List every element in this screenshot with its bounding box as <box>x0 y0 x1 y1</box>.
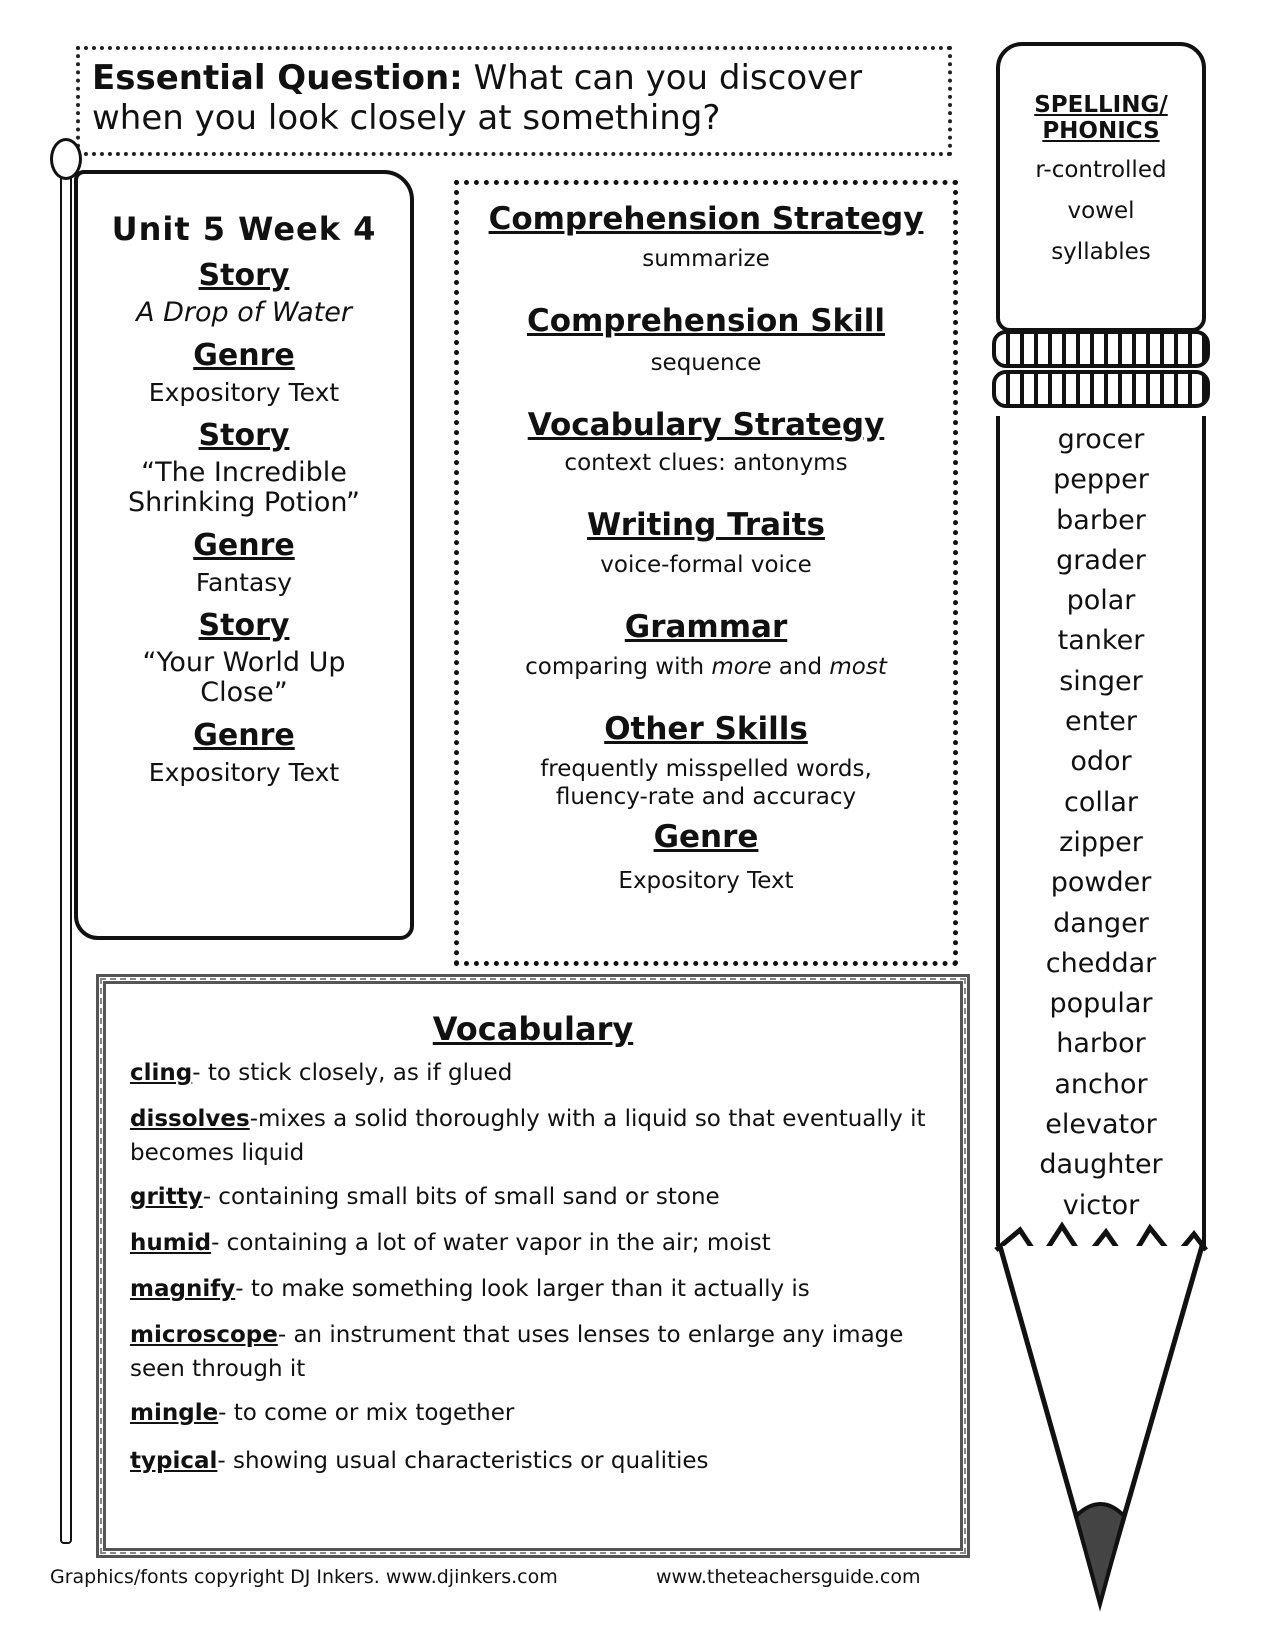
story-heading: Story <box>198 418 290 453</box>
story-genre: Fantasy <box>195 568 293 597</box>
vocab-word: mingle <box>130 1400 219 1426</box>
vocabulary-title: Vocabulary <box>432 1010 634 1048</box>
story-heading: Story <box>198 258 290 293</box>
spelling-word: elevator <box>1045 1109 1157 1141</box>
spelling-pattern: r-controlled <box>1035 157 1167 183</box>
spelling-word: pepper <box>1053 464 1149 496</box>
vocab-definition: - to come or mix together <box>218 1400 515 1426</box>
story-title: A Drop of Water <box>136 297 352 328</box>
spelling-word: grader <box>1056 544 1146 576</box>
pencil-ferrule-band <box>992 330 1210 368</box>
essential-question-text: What can you discover when you look closely at something? <box>92 58 863 138</box>
spelling-word: powder <box>1050 867 1152 899</box>
vocab-entry <box>130 1318 930 1386</box>
story-title: “Your World Up Close” <box>142 647 346 708</box>
spelling-word: daughter <box>1039 1149 1163 1181</box>
vocab-word: magnify <box>130 1276 236 1302</box>
vocab-word: dissolves <box>130 1106 250 1132</box>
spelling-heading <box>1000 92 1202 144</box>
vocab-entry <box>130 1102 930 1170</box>
spelling-word: enter <box>1064 706 1138 738</box>
genre-heading: Genre <box>653 819 759 855</box>
spelling-word-list <box>996 416 1206 1246</box>
spelling-heading-line2: PHONICS <box>1042 118 1160 144</box>
spelling-word: collar <box>1063 786 1138 818</box>
vocab-entry <box>130 1056 930 1090</box>
essential-question-label: Essential Question: <box>92 58 463 98</box>
grammar-value-more: more <box>711 654 772 680</box>
vocabulary-strategy-value: context clues: antonyms <box>564 450 848 476</box>
pencil-ferrule-band <box>992 370 1210 408</box>
genre-heading: Genre <box>193 718 295 753</box>
grammar-value-text: comparing with <box>525 654 712 680</box>
vocab-entry <box>130 1180 930 1214</box>
vocab-word: cling <box>130 1060 193 1086</box>
story-title: “The Incredible Shrinking Potion” <box>127 457 360 518</box>
other-skills-value: frequently misspelled words, fluency-rate and accuracy <box>540 756 872 810</box>
vocab-word: microscope <box>130 1322 278 1348</box>
grammar-value-and: and <box>771 654 830 680</box>
vocab-definition: - to make something look larger than it actually is <box>235 1276 810 1302</box>
vocab-definition: - an instrument that uses lenses to enlarge any image seen through it <box>130 1322 904 1382</box>
spelling-word: cheddar <box>1045 947 1157 979</box>
vocab-definition: - containing small bits of small sand or stone <box>202 1184 720 1210</box>
writing-traits-heading: Writing Traits <box>587 507 825 543</box>
spelling-pattern: syllables <box>1051 239 1151 265</box>
vocab-word: humid <box>130 1230 212 1256</box>
vocabulary-box <box>96 974 970 1558</box>
vocab-entry <box>130 1226 930 1260</box>
vocab-entry <box>130 1396 930 1430</box>
spelling-word: victor <box>1062 1189 1140 1221</box>
vocabulary-strategy-heading: Vocabulary Strategy <box>527 407 885 443</box>
genre-heading: Genre <box>193 338 295 373</box>
comprehension-strategy-heading: Comprehension Strategy <box>488 201 924 237</box>
spelling-word: tanker <box>1057 625 1145 657</box>
skills-box <box>454 180 958 966</box>
footer-copyright: Graphics/fonts copyright DJ Inkers. www.djinkers.com <box>50 1566 558 1588</box>
essential-question-box <box>76 46 952 156</box>
vocab-definition: - to stick closely, as if glued <box>192 1060 513 1086</box>
vocab-word: gritty <box>130 1184 203 1210</box>
vocab-word: typical <box>130 1448 218 1474</box>
vocab-definition: -mixes a solid thoroughly with a liquid so that eventually it becomes liquid <box>130 1106 926 1166</box>
spelling-word: singer <box>1059 665 1143 697</box>
spelling-word: popular <box>1049 988 1153 1020</box>
spelling-word: zipper <box>1059 826 1143 858</box>
unit-week-title: Unit 5 Week 4 <box>111 210 377 248</box>
spelling-word: odor <box>1070 746 1132 778</box>
story-banner <box>74 170 414 940</box>
pencil-eraser-panel <box>996 42 1206 332</box>
spelling-word: danger <box>1053 907 1149 939</box>
comprehension-skill-heading: Comprehension Skill <box>526 303 886 339</box>
genre-value: Expository Text <box>618 868 794 894</box>
story-heading: Story <box>198 608 290 643</box>
grammar-heading: Grammar <box>624 609 788 645</box>
story-genre: Expository Text <box>148 378 340 407</box>
spelling-word: anchor <box>1054 1068 1148 1100</box>
spelling-word: harbor <box>1056 1028 1146 1060</box>
spelling-heading-line1: SPELLING/ <box>1034 92 1168 118</box>
flag-pole <box>60 150 72 1544</box>
footer-website: www.theteachersguide.com <box>656 1566 921 1588</box>
writing-traits-value: voice-formal voice <box>600 552 812 578</box>
vocab-entry <box>130 1444 930 1478</box>
spelling-word: barber <box>1056 504 1146 536</box>
spelling-word: polar <box>1066 585 1136 617</box>
vocab-entry <box>130 1272 930 1306</box>
vocab-definition: - containing a lot of water vapor in the air; moist <box>211 1230 771 1256</box>
spelling-word: grocer <box>1057 424 1145 455</box>
vocab-definition: - showing usual characteristics or qualities <box>217 1448 709 1474</box>
comprehension-skill-value: sequence <box>650 350 762 376</box>
grammar-value <box>459 653 953 681</box>
spelling-pattern: vowel <box>1067 198 1135 224</box>
story-genre: Expository Text <box>148 758 340 787</box>
grammar-value-most: most <box>829 654 887 680</box>
genre-heading: Genre <box>193 528 295 563</box>
comprehension-strategy-value: summarize <box>642 246 770 272</box>
pencil-tip <box>990 1220 1212 1620</box>
other-skills-heading: Other Skills <box>604 711 808 747</box>
